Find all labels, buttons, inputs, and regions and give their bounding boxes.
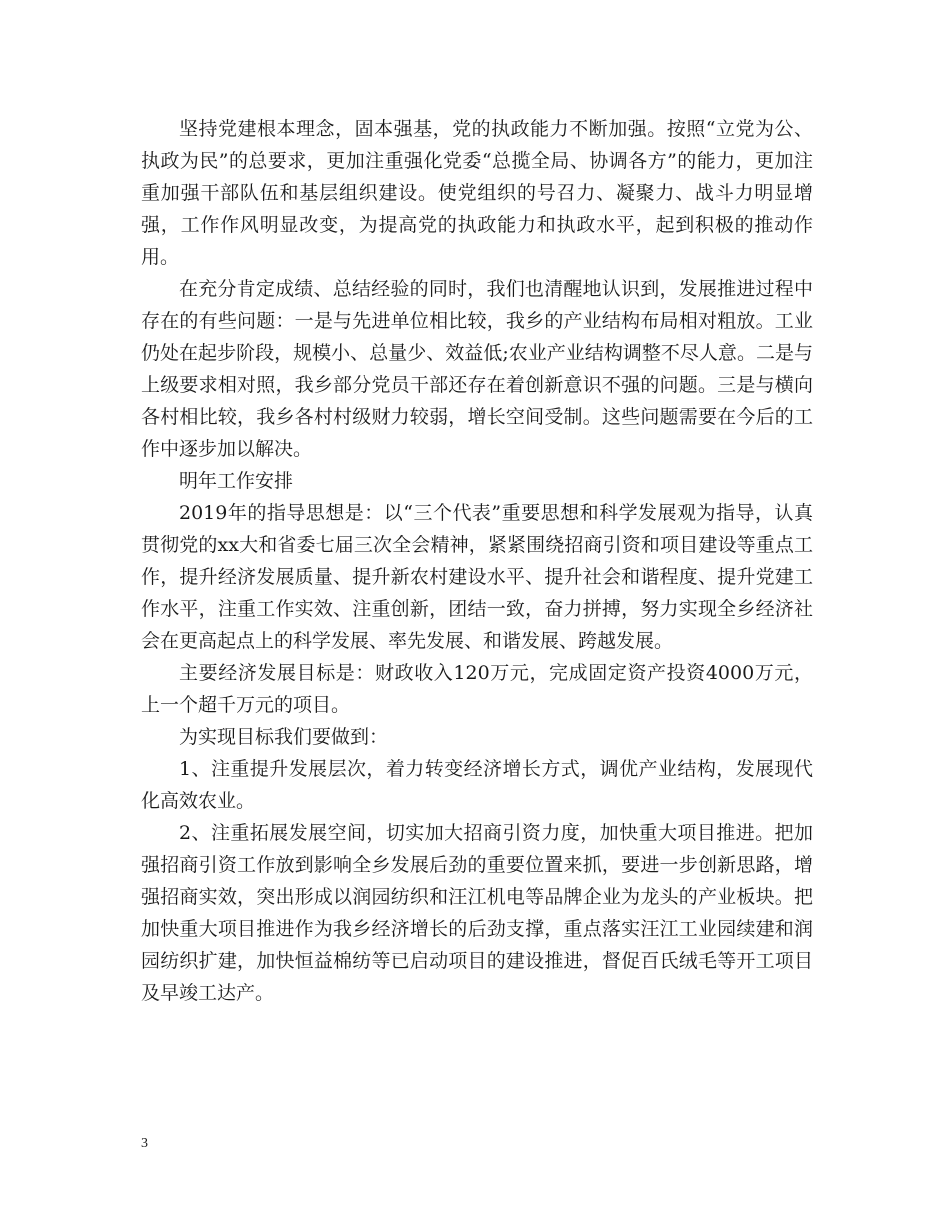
page-number: 3 (141, 1136, 148, 1151)
section-heading-next-year-plan: 明年工作安排 (179, 470, 294, 492)
paragraph-guiding-ideology: 2019年的指导思想是：以“三个代表”重要思想和科学发展观为指导，认真贯彻党的xx大和省委七届三次全会精神，紧紧围绕招商引资和项目建设等重点工作，提升经济发展质量、提升新农村建设水平、提升社会和谐程度、提升党建工作水平，注重工作实效、注重创新，团结一致，奋力拼搏，努力实现全乡经济社会在更高起点上的科学发展、率先发展、和谐发展、跨越发展。 (141, 502, 813, 652)
document-body (141, 113, 813, 1009)
paragraph-party-building: 坚持党建根本理念，固本强基，党的执政能力不断加强。按照“立党为公、执政为民”的总要求，更加注重强化党委“总揽全局、协调各方”的能力，更加注重加强干部队伍和基层组织建设。使党组织的号召力、凝聚力、战斗力明显增强，工作作风明显改变，为提高党的执政能力和执政水平，起到积极的推动作用。 (141, 118, 813, 268)
list-item-2: 2、注重拓展发展空间，切实加大招商引资力度，加快重大项目推进。把加强招商引资工作放到影响全乡发展后劲的重要位置来抓，要进一步创新思路，增强招商实效，突出形成以润园纺织和汪江机电等品牌企业为龙头的产业板块。把加快重大项目推进作为我乡经济增长的后劲支撑，重点落实汪江工业园续建和润园纺织扩建，加快恒益棉纺等已启动项目的建设推进，督促百氏绒毛等开工项目及早竣工达产。 (141, 822, 813, 1004)
paragraph-problems: 在充分肯定成绩、总结经验的同时，我们也清醒地认识到，发展推进过程中存在的有些问题：一是与先进单位相比较，我乡的产业结构布局相对粗放。工业仍处在起步阶段，规模小、总量少、效益低;农业产业结构调整不尽人意。二是与上级要求相对照，我乡部分党员干部还存在着创新意识不强的问题。三是与横向各村相比较，我乡各村村级财力较弱，增长空间受制。这些问题需要在今后的工作中逐步加以解决。 (141, 278, 813, 460)
paragraph-economic-targets: 主要经济发展目标是：财政收入120万元，完成固定资产投资4000万元，上一个超千万元的项目。 (141, 662, 813, 716)
paragraph-to-achieve-goals: 为实现目标我们要做到： (179, 726, 389, 748)
list-item-1: 1、注重提升发展层次，着力转变经济增长方式，调优产业结构，发展现代化高效农业。 (141, 758, 813, 812)
